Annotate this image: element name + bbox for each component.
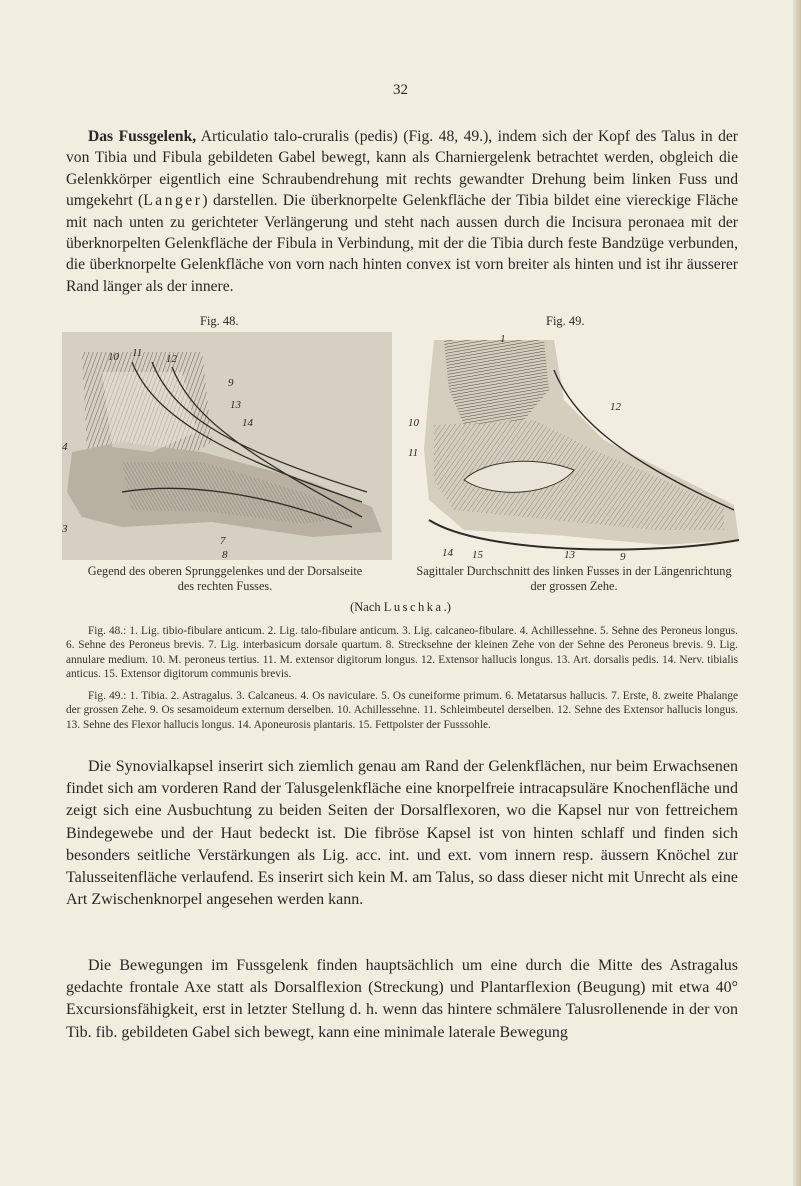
paragraph-synovial-capsule: Die Synovialkapsel inserirt sich ziemlich genau am Rand der Gelenkflächen, nur beim Erwachsenen findet sich am vorderen Rand der Talusgelenkfläche eine knorpelfreie intracapsuläre Knochenfläche und zeigt sich eine Ausbuchtung zu beiden Seiten der Dorsalflexoren, wo die Kapsel nur von fettreichem Bindegewebe und der Haut bedeckt ist. Die fibröse Kapsel ist von hinten schlaff und finden sich besonders seitliche Verstärkungen als Lig. acc. int. und ext. vom innern resp. äussern Knöchel zur Talusseitenfläche verlaufend. Es inserirt sich kein M. am Talus, so dass dieser nicht mit Unrecht als eine Art Zwischenknorpel angesehen werden kann. bbox=[66, 758, 738, 909]
fig49-number-1: 1 bbox=[500, 333, 506, 345]
fig48-number-3: 3 bbox=[62, 523, 68, 535]
fig49-number-9: 9 bbox=[620, 551, 626, 560]
section-heading: Das Fussgelenk, bbox=[88, 128, 197, 145]
page-edge bbox=[793, 0, 801, 1186]
page-number: 32 bbox=[393, 82, 408, 98]
fig48-number-8: 8 bbox=[222, 549, 228, 560]
author-name: Langer bbox=[143, 192, 203, 210]
fig48-number-11: 11 bbox=[132, 347, 143, 359]
fig49-number-10: 10 bbox=[408, 417, 419, 429]
source-note: (Nach Luschka.) bbox=[350, 600, 451, 614]
fig48-number-10: 10 bbox=[108, 351, 119, 363]
fig48-number-13: 13 bbox=[230, 399, 241, 411]
fig48-caption: Gegend des oberen Sprunggelenkes und der Dorsalseite des rechten Fusses. bbox=[87, 564, 363, 593]
fig49-caption: Sagittaler Durchschnitt des linken Fusses in der Längenrichtung der grossen Zehe. bbox=[416, 564, 732, 593]
fig48-number-12: 12 bbox=[166, 353, 177, 365]
fig48-number-7: 7 bbox=[220, 535, 226, 547]
fig49-number-12: 12 bbox=[610, 401, 621, 413]
fig49-illustration bbox=[404, 330, 744, 560]
fig48-illustration bbox=[62, 332, 392, 560]
fig48-number-14: 14 bbox=[242, 417, 253, 429]
fig48-number-4: 4 bbox=[62, 441, 68, 453]
paragraph-movements: Die Bewegungen im Fussgelenk finden hauptsächlich um eine durch die Mitte des Astragalus gedachte frontale Axe statt als Dorsalflexion (Streckung) und Plantarflexion (Beugung) mit etwa 40° Excursionsfähigkeit, erst in letzter Stellung d. h. wenn das hintere schmälere Talusrollenende in der von Tib. fib. gebildeten Gabel sich bewegt, kann eine minimale laterale Bewegung bbox=[66, 957, 738, 1041]
fig48-legend: Fig. 48.: 1. Lig. tibio-fibulare anticum. 2. Lig. talo-fibulare anticum. 3. Lig. calcaneo-fibulare. 4. Achillessehne. 5. Sehne des Peroneus longus. 6. Sehne des Peroneus brevis. 7. Lig. interbasicum dorsale quartum. 8. Strecksehne der kleinen Zehe von der Sehne des Peroneus brevis. 9. Lig. annulare medium. 10. M. peroneus tertius. 11. M. extensor digitorum longus. 12. Extensor hallucis longus. 13. Art. dorsalis pedis. 14. Nerv. tibialis anticus. 15. Extensor digitorum communis brevis. bbox=[66, 625, 738, 681]
fig49-number-14: 14 bbox=[442, 547, 453, 559]
fig49-number-15: 15 bbox=[472, 549, 483, 560]
fig49-number-13: 13 bbox=[564, 549, 575, 560]
fig49-label: Fig. 49. bbox=[546, 314, 585, 328]
fig49-number-11: 11 bbox=[408, 447, 419, 459]
fig48-number-9: 9 bbox=[228, 377, 234, 389]
fig48-label: Fig. 48. bbox=[200, 314, 239, 328]
fig49-legend: Fig. 49.: 1. Tibia. 2. Astragalus. 3. Calcaneus. 4. Os naviculare. 5. Os cuneiforme primum. 6. Metatarsus hallucis. 7. Erste, 8. zweite Phalange der grossen Zehe. 9. Os sesamoideum externum derselben. 10. Achillessehne. 11. Schleimbeutel derselben. 12. Sehne des Extensor hallucis longus. 13. Sehne des Flexor hallucis longus. 14. Aponeurosis plantaris. 15. Fettpolster der Fusssohle. bbox=[66, 690, 738, 731]
intro-paragraph: Das Fussgelenk, Articulatio talo-cruralis (pedis) (Fig. 48, 49.), indem sich der Kopf des Talus in der von Tibia und Fibula gebildeten Gabel bewegt, kann als Charniergelenk betrachtet werden, obgleich die Gelenkkörper eigentlich eine Schraubendrehung mit rechts gewandter Drehung beim linken Fuss und umgekehrt (Langer) darstellen. Die überknorpelte Gelenkfläche der Tibia bildet eine viereckige Fläche mit nach unten zu gerichteter Verlängerung und steht nach aussen durch die Incisura peronaea mit der überknorpelten Gelenkfläche der Fibula in Verbindung, mit der die Tibia durch feste Bandzüge verbunden, die überknorpelte Gelenkfläche von vorn nach hinten convex ist vorn breiter als hinten und ist ihr äusserer Rand länger als der innere. bbox=[66, 128, 739, 295]
